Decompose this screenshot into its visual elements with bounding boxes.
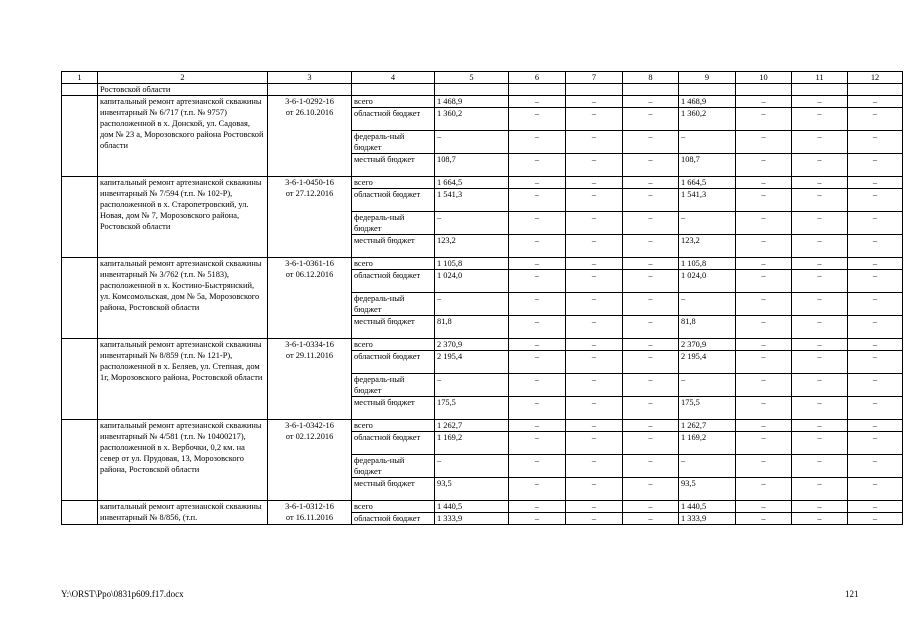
- amount-total: 108,7: [435, 154, 509, 177]
- dash-cell: –: [566, 131, 623, 154]
- dash-cell: –: [848, 339, 903, 351]
- dash-cell: –: [509, 513, 566, 525]
- object-description: капитальный ремонт артезианской скважины инвентарный № 8/856, (т.п.: [98, 501, 268, 525]
- funding-source: федераль-ный бюджет: [352, 131, 435, 154]
- amount-total: 93,5: [435, 478, 509, 501]
- amount-total: 1 105,8: [435, 258, 509, 270]
- dash-cell: –: [848, 293, 903, 316]
- column-header: 6: [509, 72, 566, 84]
- budget-table: [61, 71, 903, 525]
- dash-cell: –: [509, 270, 566, 293]
- header-row: [62, 72, 903, 84]
- dash-cell: –: [623, 235, 679, 258]
- dash-cell: –: [566, 455, 623, 478]
- dash-cell: –: [848, 235, 903, 258]
- table-row: [62, 177, 903, 189]
- dash-cell: –: [509, 154, 566, 177]
- funding-source: всего: [352, 258, 435, 270]
- funding-source: областной бюджет: [352, 351, 435, 374]
- dash-cell: –: [848, 513, 903, 525]
- registration-cell: [268, 501, 352, 525]
- dash-cell: –: [566, 513, 623, 525]
- amount-year: 1 024,0: [679, 270, 736, 293]
- dash-cell: –: [509, 258, 566, 270]
- dash-cell: –: [566, 258, 623, 270]
- amount-total: 2 195,4: [435, 351, 509, 374]
- registration-cell: [268, 339, 352, 420]
- dash-cell: –: [566, 212, 623, 235]
- dash-cell: –: [509, 501, 566, 513]
- column-header: 11: [792, 72, 848, 84]
- amount-year: 1 541,3: [679, 189, 736, 212]
- amount-year: 81,8: [679, 316, 736, 339]
- empty-cell: [268, 84, 352, 96]
- column-header: 10: [736, 72, 792, 84]
- amount-total: 81,8: [435, 316, 509, 339]
- amount-total: 1 440,5: [435, 501, 509, 513]
- amount-total: 1 333,9: [435, 513, 509, 525]
- dash-cell: –: [792, 108, 848, 131]
- amount-year: –: [679, 131, 736, 154]
- dash-cell: –: [623, 513, 679, 525]
- continuation-row: [62, 84, 903, 96]
- amount-year: –: [679, 293, 736, 316]
- dash-cell: –: [848, 154, 903, 177]
- dash-cell: –: [848, 177, 903, 189]
- amount-total: 1 262,7: [435, 420, 509, 432]
- amount-total: 2 370,9: [435, 339, 509, 351]
- amount-year: 1 262,7: [679, 420, 736, 432]
- amount-total: –: [435, 212, 509, 235]
- funding-source: федераль-ный бюджет: [352, 293, 435, 316]
- dash-cell: –: [509, 316, 566, 339]
- amount-year: 1 360,2: [679, 108, 736, 131]
- registration-date: от 16.11.2016: [285, 513, 334, 522]
- registration-number: 3-6-1-0312-16: [285, 502, 334, 511]
- dash-cell: –: [736, 501, 792, 513]
- amount-year: 1 664,5: [679, 177, 736, 189]
- dash-cell: –: [509, 108, 566, 131]
- amount-total: 175,5: [435, 397, 509, 420]
- empty-cell: [509, 84, 566, 96]
- registration-cell: [268, 177, 352, 258]
- dash-cell: –: [848, 316, 903, 339]
- object-description: капитальный ремонт артезианской скважины инвентарный № 7/594 (т.п. № 102-Р), расположенной в х. Старопетровский, ул. Новая, дом № 7, Морозовского района, Ростовской области: [98, 177, 268, 258]
- empty-cell: [736, 84, 792, 96]
- funding-source: областной бюджет: [352, 432, 435, 455]
- registration-date: от 27.12.2016: [285, 189, 334, 198]
- dash-cell: –: [792, 513, 848, 525]
- dash-cell: –: [736, 96, 792, 108]
- dash-cell: –: [566, 108, 623, 131]
- dash-cell: –: [792, 455, 848, 478]
- dash-cell: –: [509, 432, 566, 455]
- amount-year: –: [679, 374, 736, 397]
- dash-cell: –: [623, 96, 679, 108]
- amount-total: 1 468,9: [435, 96, 509, 108]
- amount-year: –: [679, 212, 736, 235]
- object-description: капитальный ремонт артезианской скважины инвентарный № 6/717 (т.п. № 9757) расположенной в х. Донской, ул. Садовая, дом № 23 а, Морозовского района Ростовской области: [98, 96, 268, 177]
- dash-cell: –: [623, 351, 679, 374]
- empty-cell: [435, 84, 509, 96]
- dash-cell: –: [623, 131, 679, 154]
- amount-year: 1 105,8: [679, 258, 736, 270]
- dash-cell: –: [736, 293, 792, 316]
- column-header: 7: [566, 72, 623, 84]
- table-row: [62, 339, 903, 351]
- object-description: капитальный ремонт артезианской скважины инвентарный № 4/581 (т.п. № 10400217), расположенной в х. Вербочки, 0,2 км. на север от ул. Прудовая, 13, Морозовского района, Ростовской области: [98, 420, 268, 501]
- dash-cell: –: [623, 108, 679, 131]
- dash-cell: –: [792, 339, 848, 351]
- dash-cell: –: [736, 235, 792, 258]
- empty-cell: [623, 84, 679, 96]
- funding-source: областной бюджет: [352, 189, 435, 212]
- dash-cell: –: [792, 96, 848, 108]
- dash-cell: –: [736, 397, 792, 420]
- dash-cell: –: [736, 270, 792, 293]
- amount-year: 93,5: [679, 478, 736, 501]
- dash-cell: –: [792, 235, 848, 258]
- dash-cell: –: [566, 501, 623, 513]
- dash-cell: –: [623, 316, 679, 339]
- amount-total: 1 664,5: [435, 177, 509, 189]
- amount-year: 108,7: [679, 154, 736, 177]
- funding-source: федераль-ный бюджет: [352, 212, 435, 235]
- continuation-text: Ростовской области: [98, 84, 268, 96]
- dash-cell: –: [623, 339, 679, 351]
- index-cell: [62, 339, 98, 420]
- dash-cell: –: [509, 177, 566, 189]
- dash-cell: –: [566, 316, 623, 339]
- dash-cell: –: [509, 293, 566, 316]
- dash-cell: –: [623, 397, 679, 420]
- registration-cell: [268, 258, 352, 339]
- dash-cell: –: [792, 258, 848, 270]
- column-header: 2: [98, 72, 268, 84]
- dash-cell: –: [509, 131, 566, 154]
- funding-source: всего: [352, 420, 435, 432]
- column-header: 8: [623, 72, 679, 84]
- dash-cell: –: [566, 478, 623, 501]
- amount-total: –: [435, 293, 509, 316]
- amount-year: 2 370,9: [679, 339, 736, 351]
- column-header: 5: [435, 72, 509, 84]
- amount-year: 175,5: [679, 397, 736, 420]
- empty-cell: [792, 84, 848, 96]
- dash-cell: –: [623, 374, 679, 397]
- dash-cell: –: [792, 374, 848, 397]
- dash-cell: –: [848, 108, 903, 131]
- dash-cell: –: [792, 420, 848, 432]
- dash-cell: –: [792, 189, 848, 212]
- dash-cell: –: [792, 293, 848, 316]
- dash-cell: –: [623, 420, 679, 432]
- empty-cell: [62, 84, 98, 96]
- registration-number: 3-6-1-0361-16: [285, 259, 334, 268]
- registration-date: от 29.11.2016: [285, 351, 334, 360]
- dash-cell: –: [509, 212, 566, 235]
- dash-cell: –: [509, 397, 566, 420]
- dash-cell: –: [792, 177, 848, 189]
- dash-cell: –: [623, 270, 679, 293]
- dash-cell: –: [848, 478, 903, 501]
- funding-source: федераль-ный бюджет: [352, 374, 435, 397]
- dash-cell: –: [848, 397, 903, 420]
- dash-cell: –: [736, 374, 792, 397]
- index-cell: [62, 177, 98, 258]
- dash-cell: –: [623, 258, 679, 270]
- table-row: [62, 420, 903, 432]
- dash-cell: –: [848, 189, 903, 212]
- empty-cell: [679, 84, 736, 96]
- dash-cell: –: [736, 108, 792, 131]
- dash-cell: –: [623, 478, 679, 501]
- dash-cell: –: [509, 374, 566, 397]
- dash-cell: –: [566, 235, 623, 258]
- dash-cell: –: [848, 96, 903, 108]
- amount-total: 123,2: [435, 235, 509, 258]
- funding-source: федераль-ный бюджет: [352, 455, 435, 478]
- column-header: 4: [352, 72, 435, 84]
- dash-cell: –: [509, 420, 566, 432]
- dash-cell: –: [509, 235, 566, 258]
- registration-cell: [268, 420, 352, 501]
- dash-cell: –: [736, 420, 792, 432]
- dash-cell: –: [509, 455, 566, 478]
- funding-source: всего: [352, 339, 435, 351]
- funding-source: всего: [352, 96, 435, 108]
- dash-cell: –: [566, 432, 623, 455]
- index-cell: [62, 96, 98, 177]
- registration-date: от 06.12.2016: [285, 270, 334, 279]
- dash-cell: –: [736, 478, 792, 501]
- funding-source: местный бюджет: [352, 316, 435, 339]
- dash-cell: –: [792, 154, 848, 177]
- dash-cell: –: [623, 432, 679, 455]
- dash-cell: –: [848, 455, 903, 478]
- dash-cell: –: [792, 432, 848, 455]
- table-row: [62, 258, 903, 270]
- amount-year: 1 169,2: [679, 432, 736, 455]
- funding-source: местный бюджет: [352, 154, 435, 177]
- dash-cell: –: [736, 432, 792, 455]
- dash-cell: –: [792, 478, 848, 501]
- dash-cell: –: [623, 177, 679, 189]
- empty-cell: [566, 84, 623, 96]
- dash-cell: –: [848, 501, 903, 513]
- table-row: [62, 96, 903, 108]
- dash-cell: –: [509, 478, 566, 501]
- funding-source: областной бюджет: [352, 513, 435, 525]
- registration-date: от 02.12.2016: [285, 432, 334, 441]
- object-description: капитальный ремонт артезианской скважины инвентарный № 3/762 (т.п. № 5183), расположенной в х. Костино-Быстрянский, ул. Комсомольская, дом № 5а, Морозовского района, Ростовской области: [98, 258, 268, 339]
- funding-source: областной бюджет: [352, 270, 435, 293]
- dash-cell: –: [792, 351, 848, 374]
- amount-total: –: [435, 455, 509, 478]
- page-number: 121: [845, 589, 859, 599]
- registration-number: 3-6-1-0334-16: [285, 340, 334, 349]
- amount-total: –: [435, 374, 509, 397]
- dash-cell: –: [736, 351, 792, 374]
- registration-number: 3-6-1-0450-16: [285, 178, 334, 187]
- dash-cell: –: [736, 316, 792, 339]
- dash-cell: –: [792, 131, 848, 154]
- amount-year: –: [679, 455, 736, 478]
- dash-cell: –: [623, 455, 679, 478]
- empty-cell: [352, 84, 435, 96]
- dash-cell: –: [736, 177, 792, 189]
- amount-year: 2 195,4: [679, 351, 736, 374]
- amount-total: 1 541,3: [435, 189, 509, 212]
- funding-source: местный бюджет: [352, 397, 435, 420]
- dash-cell: –: [566, 154, 623, 177]
- column-header: 3: [268, 72, 352, 84]
- dash-cell: –: [792, 397, 848, 420]
- dash-cell: –: [509, 96, 566, 108]
- table-row: [62, 501, 903, 513]
- dash-cell: –: [566, 177, 623, 189]
- dash-cell: –: [623, 212, 679, 235]
- dash-cell: –: [509, 351, 566, 374]
- empty-cell: [848, 84, 903, 96]
- amount-total: 1 169,2: [435, 432, 509, 455]
- dash-cell: –: [736, 258, 792, 270]
- dash-cell: –: [566, 374, 623, 397]
- registration-number: 3-6-1-0292-16: [285, 97, 334, 106]
- dash-cell: –: [848, 258, 903, 270]
- amount-total: 1 024,0: [435, 270, 509, 293]
- index-cell: [62, 420, 98, 501]
- registration-number: 3-6-1-0342-16: [285, 421, 334, 430]
- dash-cell: –: [623, 154, 679, 177]
- dash-cell: –: [848, 374, 903, 397]
- dash-cell: –: [623, 501, 679, 513]
- dash-cell: –: [848, 212, 903, 235]
- dash-cell: –: [736, 455, 792, 478]
- registration-date: от 26.10.2016: [285, 108, 334, 117]
- dash-cell: –: [566, 351, 623, 374]
- funding-source: всего: [352, 177, 435, 189]
- dash-cell: –: [848, 432, 903, 455]
- dash-cell: –: [509, 189, 566, 212]
- dash-cell: –: [736, 513, 792, 525]
- index-cell: [62, 258, 98, 339]
- object-description: капитальный ремонт артезианской скважины инвентарный № 8/859 (т.п. № 121-Р), расположенной в х. Беляев, ул. Степная, дом 1г, Морозовского района, Ростовской области: [98, 339, 268, 420]
- dash-cell: –: [566, 420, 623, 432]
- amount-year: 1 468,9: [679, 96, 736, 108]
- dash-cell: –: [566, 189, 623, 212]
- dash-cell: –: [623, 189, 679, 212]
- funding-source: местный бюджет: [352, 478, 435, 501]
- dash-cell: –: [623, 293, 679, 316]
- column-header: 9: [679, 72, 736, 84]
- funding-source: областной бюджет: [352, 108, 435, 131]
- dash-cell: –: [736, 339, 792, 351]
- index-cell: [62, 501, 98, 525]
- dash-cell: –: [848, 131, 903, 154]
- funding-source: местный бюджет: [352, 235, 435, 258]
- dash-cell: –: [566, 339, 623, 351]
- dash-cell: –: [848, 351, 903, 374]
- amount-year: 1 333,9: [679, 513, 736, 525]
- dash-cell: –: [848, 420, 903, 432]
- dash-cell: –: [848, 270, 903, 293]
- dash-cell: –: [792, 501, 848, 513]
- dash-cell: –: [792, 270, 848, 293]
- dash-cell: –: [792, 316, 848, 339]
- dash-cell: –: [736, 212, 792, 235]
- dash-cell: –: [736, 189, 792, 212]
- amount-total: 1 360,2: [435, 108, 509, 131]
- dash-cell: –: [792, 212, 848, 235]
- registration-cell: [268, 96, 352, 177]
- dash-cell: –: [566, 397, 623, 420]
- funding-source: всего: [352, 501, 435, 513]
- table-body: [62, 72, 903, 525]
- amount-total: –: [435, 131, 509, 154]
- column-header: 12: [848, 72, 903, 84]
- dash-cell: –: [509, 339, 566, 351]
- amount-year: 123,2: [679, 235, 736, 258]
- amount-year: 1 440,5: [679, 501, 736, 513]
- dash-cell: –: [566, 293, 623, 316]
- dash-cell: –: [566, 96, 623, 108]
- column-header: 1: [62, 72, 98, 84]
- dash-cell: –: [566, 270, 623, 293]
- dash-cell: –: [736, 154, 792, 177]
- dash-cell: –: [736, 131, 792, 154]
- footer-file-path: Y:\ORST\Ppo\0831p609.f17.docx: [61, 589, 184, 599]
